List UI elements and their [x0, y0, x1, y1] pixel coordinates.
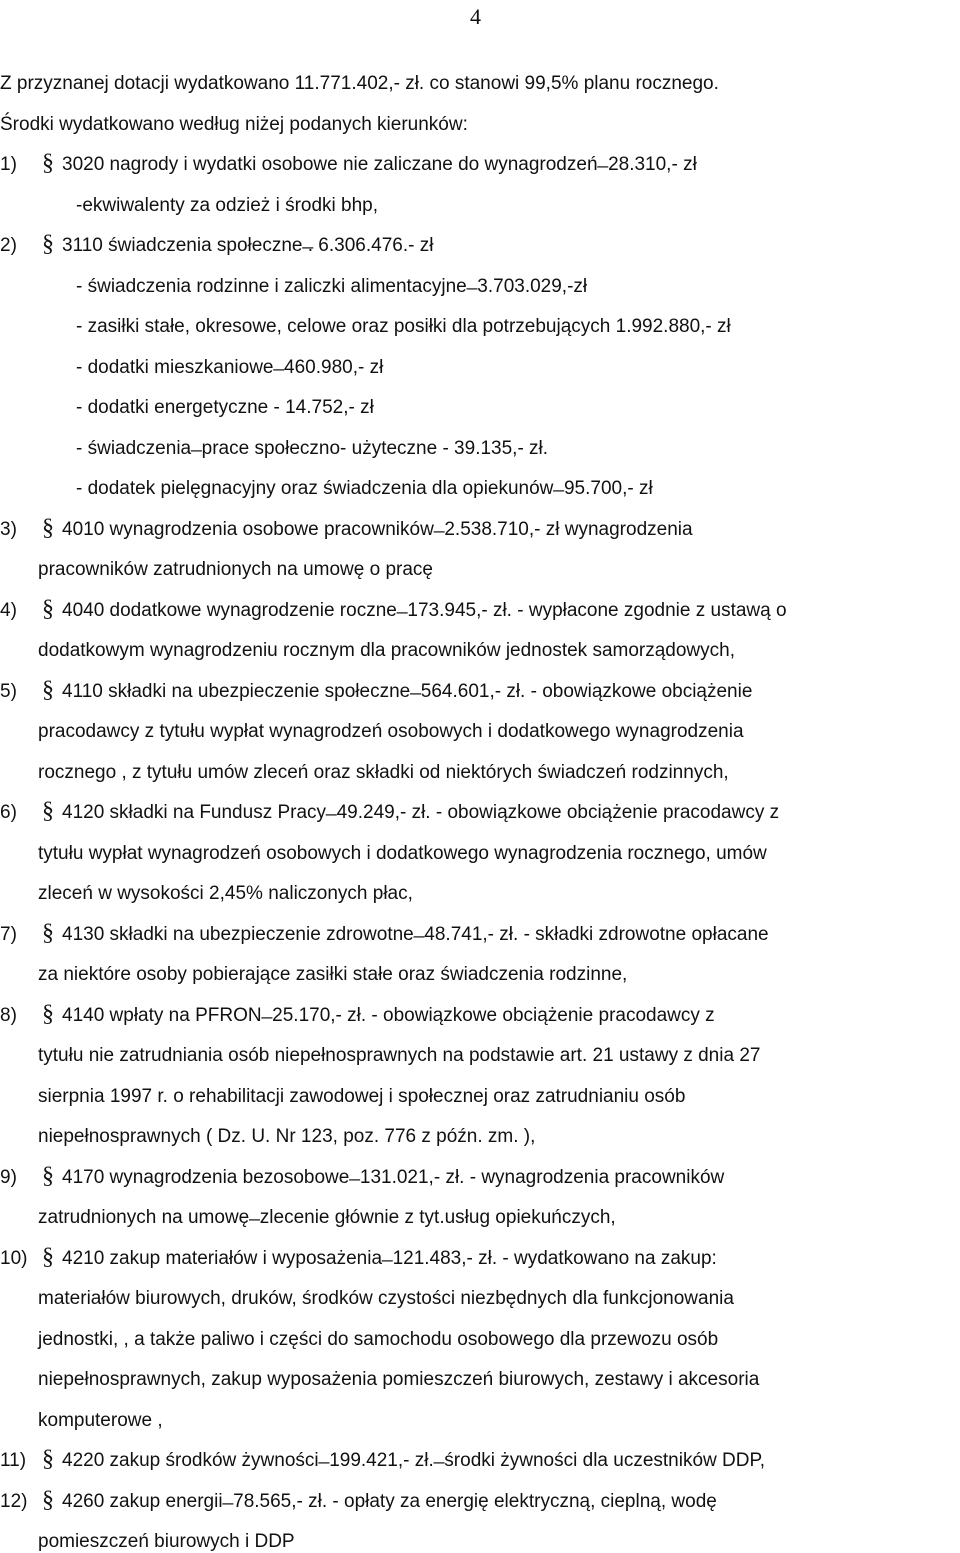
section-symbol: §	[42, 1486, 54, 1513]
intro-line: Z przyznanej dotacji wydatkowano 11.771.402,- zł. co stanowi 99,5% planu rocznego.	[0, 73, 719, 94]
list-item-text: 4040 dodatkowe wynagrodzenie roczne ̶ 173.945,- zł. - wypłacone zgodnie z ustawą o	[62, 599, 787, 621]
list-item-continuation: - dodatek pielęgnacyjny oraz świadczenia dla opiekunów ̶ 95.700,- zł	[76, 478, 653, 499]
list-item-continuation: materiałów biurowych, druków, środków czystości niezbędnych dla funkcjonowania	[38, 1288, 734, 1309]
list-item-continuation: pracowników zatrudnionych na umowę o pracę	[38, 559, 433, 580]
intro-line: Środki wydatkowano według niżej podanych kierunków:	[0, 113, 468, 135]
list-item-continuation: niepełnosprawnych, zakup wyposażenia pomieszczeń biurowych, zestawy i akcesoria	[38, 1369, 760, 1390]
section-symbol: §	[42, 676, 54, 703]
list-item-continuation: - dodatki mieszkaniowe ̶ 460.980,- zł	[76, 356, 384, 378]
section-symbol: §	[42, 1162, 54, 1189]
list-item-continuation: za niektóre osoby pobierające zasiłki stałe oraz świadczenia rodzinne,	[38, 964, 628, 985]
list-item-text: 4220 zakup środków żywności ̶ 199.421,- zł. ̶ środki żywności dla uczestników DDP,	[62, 1450, 765, 1471]
section-symbol: §	[42, 798, 54, 824]
section-symbol: §	[42, 514, 54, 541]
page-number: 4	[470, 4, 481, 29]
list-item-continuation: tytułu wypłat wynagrodzeń osobowych i dodatkowego wynagrodzenia rocznego, umów	[38, 842, 767, 864]
list-item-continuation: tytułu nie zatrudniania osób niepełnosprawnych na podstawie art. 21 ustawy z dnia 27	[38, 1045, 761, 1066]
list-item-continuation: komputerowe ,	[38, 1409, 163, 1431]
list-item-continuation: zleceń w wysokości 2,45% naliczonych płac,	[38, 883, 413, 904]
section-symbol: §	[42, 150, 54, 176]
list-item-continuation: jednostki, , a także paliwo i części do samochodu osobowego dla przewozu osób	[38, 1328, 719, 1350]
list-item-text: 4210 zakup materiałów i wyposażenia ̶ 121.483,- zł. - wydatkowano na zakup:	[62, 1247, 717, 1269]
list-item-continuation: sierpnia 1997 r. o rehabilitacji zawodowej i społecznej oraz zatrudnianiu osób	[38, 1085, 686, 1107]
list-item-text: 4130 składki na ubezpieczenie zdrowotne ̶ 48.741,- zł. - składki zdrowotne opłacane	[62, 923, 769, 945]
list-item-number: 2)	[0, 235, 17, 256]
list-item-continuation: - świadczenia rodzinne i zaliczki alimentacyjne ̶ 3.703.029,-zł	[76, 275, 588, 297]
list-item-text: 4120 składki na Fundusz Pracy ̶ 49.249,- zł. - obowiązkowe obciążenie pracodawcy z	[62, 802, 780, 823]
list-item-continuation: zatrudnionych na umowę ̶ zlecenie głównie z tyt.usług opiekuńczych,	[38, 1207, 616, 1228]
list-item-text: 4010 wynagrodzenia osobowe pracowników ̶ 2.538.710,- zł wynagrodzenia	[62, 518, 693, 540]
list-item-text: 4170 wynagrodzenia bezosobowe ̶ 131.021,- zł. - wynagrodzenia pracowników	[62, 1166, 725, 1188]
list-item-text: 3110 świadczenia społeczne ̶. 6.306.476.- zł	[62, 235, 434, 256]
list-item-continuation: niepełnosprawnych ( Dz. U. Nr 123, poz. 776 z późn. zm. ),	[38, 1126, 536, 1147]
list-item-number: 12)	[0, 1490, 28, 1512]
list-item-continuation: -ekwiwalenty za odzież i środki bhp,	[76, 194, 379, 216]
list-item-text: 4140 wpłaty na PFRON ̶ 25.170,- zł. - obowiązkowe obciążenie pracodawcy z	[62, 1004, 715, 1026]
list-item-text: 3020 nagrody i wydatki osobowe nie zaliczane do wynagrodzeń ̶ 28.310,- zł	[62, 154, 697, 175]
list-item-continuation: - świadczenia ̶ prace społeczno- użyteczne - 39.135,- zł.	[76, 437, 549, 459]
list-item-continuation: - dodatki energetyczne - 14.752,- zł	[76, 397, 374, 418]
list-item-number: 10)	[0, 1247, 28, 1269]
section-symbol: §	[42, 1446, 54, 1472]
list-item-number: 8)	[0, 1004, 17, 1026]
list-item-number: 11)	[0, 1450, 27, 1471]
list-item-number: 7)	[0, 923, 17, 945]
section-symbol: §	[42, 1000, 54, 1027]
list-item-continuation: rocznego , z tytułu umów zleceń oraz składki od niektórych świadczeń rodzinnych,	[38, 761, 729, 783]
list-item-continuation: pomieszczeń biurowych i DDP	[38, 1531, 295, 1552]
list-item-text: 4260 zakup energii ̶ 78.565,- zł. - opłaty za energię elektryczną, cieplną, wodę	[62, 1490, 717, 1512]
list-item-continuation: - zasiłki stałe, okresowe, celowe oraz posiłki dla potrzebujących 1.992.880,- zł	[76, 316, 731, 337]
list-item-continuation: pracodawcy z tytułu wypłat wynagrodzeń osobowych i dodatkowego wynagrodzenia	[38, 721, 744, 742]
list-item-number: 6)	[0, 802, 17, 823]
section-symbol: §	[42, 919, 54, 946]
list-item-number: 1)	[0, 154, 17, 175]
list-item-number: 3)	[0, 518, 17, 540]
list-item-number: 9)	[0, 1166, 17, 1188]
section-symbol: §	[42, 231, 54, 257]
list-item-number: 5)	[0, 680, 17, 702]
list-item-continuation: dodatkowym wynagrodzeniu rocznym dla pracowników jednostek samorządowych,	[38, 640, 735, 661]
list-item-text: 4110 składki na ubezpieczenie społeczne ̶ 564.601,- zł. - obowiązkowe obciążenie	[62, 680, 753, 702]
section-symbol: §	[42, 595, 54, 622]
section-symbol: §	[42, 1243, 54, 1270]
list-item-number: 4)	[0, 599, 17, 621]
